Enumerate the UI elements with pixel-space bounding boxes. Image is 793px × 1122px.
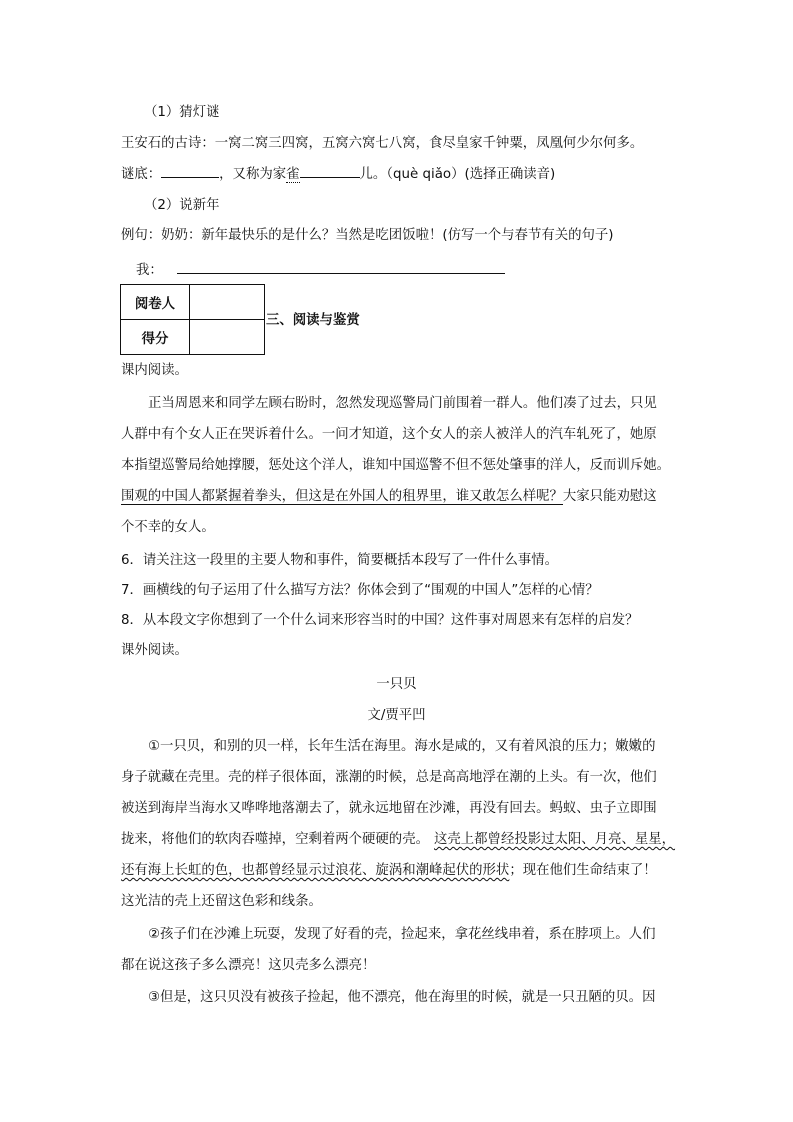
- p1-line-5: [121, 861, 657, 881]
- para-line-1: 正当周恩来和同学左顾右盼时，忽然发现巡警局门前围着一群人。他们凑了过去，只见: [148, 396, 657, 411]
- score-box[interactable]: [190, 320, 265, 355]
- para-line-2: 人群中有个女人正在哭诉着什么。一问才知道，这个女人的亲人被洋人的汽车轧死了，她原: [121, 427, 657, 442]
- question-7: 7．画横线的句子运用了什么描写方法？你体会到了“围观的中国人”怎样的心情？: [121, 583, 599, 598]
- para-line-4: [121, 487, 657, 507]
- answer-suffix: 儿。（què qiǎo）(选择正确读音): [359, 167, 556, 182]
- grading-table: [120, 284, 265, 355]
- answer-blank-1[interactable]: [161, 163, 219, 178]
- riddle-answer-line: [121, 163, 555, 185]
- score-label: 得分: [121, 320, 190, 355]
- p3-line-1: ③但是，这只贝没有被孩子捡起，他不漂亮，他在海里的时候，就是一只丑陋的贝。因: [148, 990, 656, 1005]
- p1-line-4: 拢来，将他们的软肉吞噬掉，空剩着两个硬硬的壳。: [121, 832, 429, 847]
- reviewer-box[interactable]: [190, 285, 265, 320]
- reviewer-label: 阅卷人: [121, 285, 190, 320]
- question-8: 8．从本段文字你想到了一个什么词来形容当时的中国？这件事对周恩来有怎样的启发？: [121, 613, 639, 628]
- article-title: 一只贝: [376, 677, 417, 692]
- article-author: 文/贾平凹: [367, 708, 426, 723]
- p2-line-1: ②孩子们在沙滩上玩耍，发现了好看的壳，捡起来，拿花丝线串着，系在脖项上。人们: [148, 927, 656, 942]
- p1-line-2: 身子就藏在壳里。壳的样子很体面，涨潮的时候，总是高高地浮在潮的上头。有一次，他们: [121, 770, 657, 785]
- answer-char: 雀: [286, 167, 300, 182]
- section3-title: 三、阅读与鉴赏: [266, 313, 360, 328]
- me-answer-blank[interactable]: [177, 259, 505, 274]
- new-year-heading: （2）说新年: [144, 198, 220, 213]
- riddle-heading: （1）猜灯谜: [144, 105, 220, 120]
- me-line: [136, 259, 505, 281]
- wavy-sentence-part-1: 这壳上都曾经投影过太阳、月亮、星星，: [434, 832, 676, 847]
- question-6: 6．请关注这一段里的主要人物和事件，简要概括本段写了一件什么事情。: [121, 553, 559, 568]
- para-line-4-tail: 大家只能劝慰这: [562, 489, 657, 504]
- in-class-label: 课内阅读。: [121, 363, 188, 378]
- p1-line-6: 这光洁的壳上还留这色彩和线条。: [121, 894, 322, 909]
- out-class-label: 课外阅读。: [121, 643, 188, 658]
- answer-mid: ，又称为家: [219, 167, 287, 182]
- wavy-sentence-part-2: 还有海上长虹的色，也都曾经显示过浪花、旋涡和潮峰起伏的形状: [121, 863, 510, 878]
- underlined-sentence: 围观的中国人都紧握着拳头，但这是在外国人的租界里，谁又敢怎么样呢？: [121, 489, 563, 504]
- p2-line-2: 都在说这孩子多么漂亮！这贝壳多么漂亮！: [121, 958, 376, 973]
- p1-line-1: ①一只贝，和别的贝一样，长年生活在海里。海水是咸的，又有着风浪的压力；嫩嫩的: [148, 739, 656, 754]
- answer-prefix: 谜底：: [121, 167, 162, 182]
- riddle-poem: 王安石的古诗：一窝二窝三四窝，五窝六窝七八窝，食尽皇家千钟粟，凤凰何少尔何多。: [121, 136, 644, 151]
- para-line-5: 个不幸的女人。: [121, 520, 215, 535]
- answer-blank-2[interactable]: [300, 163, 360, 178]
- para-line-3: 本指望巡警局给她撑腰，惩处这个洋人，谁知中国巡警不但不惩处肇事的洋人，反而训斥她。: [121, 458, 671, 473]
- p1-line-3: 被送到海岸当海水又哗哗地落潮去了，就永远地留在沙滩，再没有回去。蚂蚁、虫子立即围: [121, 801, 657, 816]
- new-year-example: 例句：奶奶：新年最快乐的是什么？当然是吃团饭啦！(仿写一个与春节有关的句子): [121, 228, 614, 243]
- p1-line-5-tail: ；现在他们生命结束了！: [509, 863, 657, 878]
- me-label: 我：: [136, 263, 163, 278]
